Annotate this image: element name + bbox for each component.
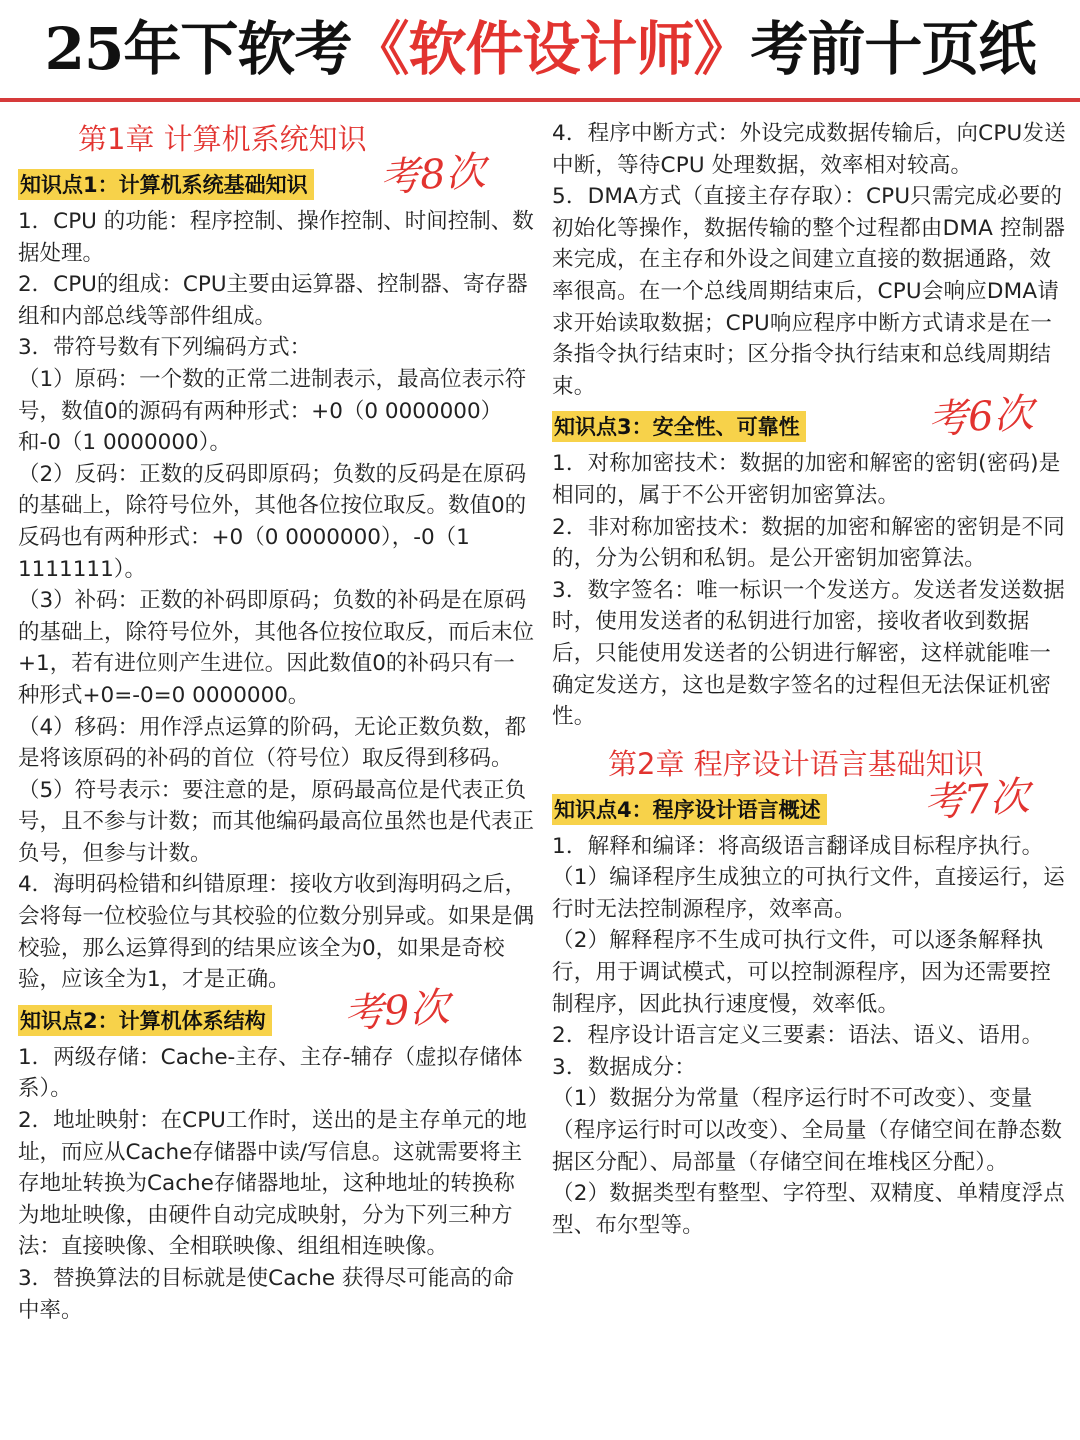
paragraph: （2）解释程序不生成可执行文件，可以逐条解释执行，用于调试模式，可以控制源程序，因为还需要控制程序，因此执行速度慢，效率低。 — [552, 928, 1052, 1017]
paragraph: 1．解释和编译：将高级语言翻译成目标程序执行。 — [552, 833, 1044, 859]
chapter-1-heading: 第1章 计算机系统知识 — [78, 122, 367, 156]
paragraph: （2）数据类型有整型、字符型、双精度、单精度浮点型、布尔型等。 — [552, 1181, 1065, 1238]
right-column — [552, 118, 1066, 1241]
paragraph: 2．非对称加密技术：数据的加密和解密的密钥是不同的，分为公钥和私钥。是公开密钥加密算法。 — [552, 514, 1065, 572]
kp3-label: 知识点3：安全性、可靠性 — [552, 411, 806, 442]
page-title — [0, 6, 1080, 92]
title-divider — [0, 98, 1080, 102]
paragraph: 1．两级存储：Cache-主存、主存-辅存（虚拟存储体系）。 — [18, 1044, 523, 1102]
left-column — [18, 118, 534, 1326]
kp2-label: 知识点2：计算机体系结构 — [18, 1005, 272, 1036]
paragraph: 5．DMA方式（直接主存存取）：CPU只需完成必要的初始化等操作，数据传输的整个过程都由DMA 控制器来完成，在主存和外设之间建立直接的数据通路，效率很高。在一个总线周期结束后，CPU会响应DMA请求开始读取数据；CPU响应程序中断方式请求是在一条指令执行结束时；区分指令执行结束和总线周期结束。 — [552, 184, 1066, 399]
kp1-content — [18, 206, 534, 996]
paragraph: 4．程序中断方式：外设完成数据传输后，向CPU发送中断，等待CPU 处理数据，效率相对较高。 — [552, 121, 1066, 178]
kp1-content-continued — [552, 118, 1066, 402]
title-highlight: 《软件设计师》 — [351, 15, 751, 83]
paragraph: 1．对称加密技术：数据的加密和解密的密钥(密码)是相同的，属于不公开密钥加密算法。 — [552, 451, 1061, 508]
paragraph: （1）数据分为常量（程序运行时不可改变）、变量（程序运行时可以改变）、全局量（存储空间在静态数据区分配）、局部量（存储空间在堆栈区分配）。 — [552, 1086, 1063, 1175]
paragraph: （4）移码：用作浮点运算的阶码，无论正数负数，都是将该原码的补码的首位（符号位）取反得到移码。 — [18, 714, 527, 772]
paragraph: （3）补码：正数的补码即原码；负数的补码是在原码的基础上，除符号位外，其他各位按位取反，而后末位+1，若有进位则产生进位。因此数值0的补码只有一种形式+0=-0=0 0000000。 — [18, 588, 535, 708]
kp4-frequency-note: 考7次 — [922, 773, 1031, 827]
kp4-header — [552, 773, 1066, 829]
paragraph: 3．替换算法的目标就是使Cache 获得尽可能高的命中率。 — [18, 1266, 514, 1323]
kp4-label: 知识点4：程序设计语言概述 — [552, 794, 827, 825]
kp2-header — [18, 984, 534, 1040]
paragraph: （5）符号表示：要注意的是，原码最高位是代表正负号，且不参与计数；而其他编码最高位虽然也是代表正负号，但参与计数。 — [18, 777, 535, 866]
chapter-2-heading: 第2章 程序设计语言基础知识 — [608, 746, 984, 781]
kp2-frequency-note: 考9次 — [342, 984, 451, 1038]
paragraph: 2．CPU的组成：CPU主要由运算器、控制器、寄存器组和内部总线等部件组成。 — [18, 272, 528, 329]
kp3-content — [552, 448, 1066, 732]
kp3-header — [552, 390, 1066, 446]
paragraph: 4．海明码检错和纠错原理：接收方收到海明码之后，会将每一位校验位与其校验的位数分别异或。如果是偶校验，那么运算得到的结果应该全为0，如果是奇校验，应该全为1，才是正确。 — [18, 872, 535, 993]
kp1-header — [18, 148, 534, 204]
kp1-label: 知识点1：计算机系统基础知识 — [18, 169, 314, 200]
paragraph: 3．数字签名：唯一标识一个发送方。发送者发送数据时，使用发送者的私钥进行加密，接收者收到数据后，只能使用发送者的公钥进行解密，这样就能唯一确定发送方，这也是数字签名的过程但无法保证机密性。 — [552, 577, 1065, 730]
kp2-content — [18, 1042, 534, 1326]
title-prefix: 25年下软考 — [44, 15, 352, 83]
paragraph: 3．数据成分： — [552, 1054, 697, 1080]
paragraph: （2）反码：正数的反码即原码；负数的反码是在原码的基础上，除符号位外，其他各位按位取反。数值0的反码也有两种形式：+0（0 0000000），-0（1 1111111）。 — [18, 461, 527, 582]
paragraph: （1）原码：一个数的正常二进制表示，最高位表示符号，数值0的源码有两种形式：+0（0 0000000）和-0（1 0000000）。 — [18, 366, 527, 456]
title-suffix: 考前十页纸 — [750, 15, 1036, 83]
paragraph: （1）编译程序生成独立的可执行文件，直接运行，运行时无法控制源程序，效率高。 — [552, 865, 1065, 922]
paragraph: 1．CPU 的功能：程序控制、操作控制、时间控制、数据处理。 — [18, 209, 534, 266]
paragraph: 3．带符号数有下列编码方式： — [18, 335, 312, 361]
kp1-frequency-note: 考8次 — [378, 148, 487, 202]
kp3-frequency-note: 考6次 — [926, 390, 1035, 444]
kp4-content — [552, 831, 1066, 1242]
paragraph: 2．程序设计语言定义三要素：语法、语义、语用。 — [552, 1023, 1044, 1049]
paragraph: 2．地址映射：在CPU工作时，送出的是主存单元的地址，而应从Cache存储器中读/写信息。这就需要将主存地址转换为Cache存储器地址，这种地址的转换称为地址映像，由硬件自动完成映射，分为下列三种方法：直接映像、全相联映像、组组相连映像。 — [18, 1108, 527, 1260]
